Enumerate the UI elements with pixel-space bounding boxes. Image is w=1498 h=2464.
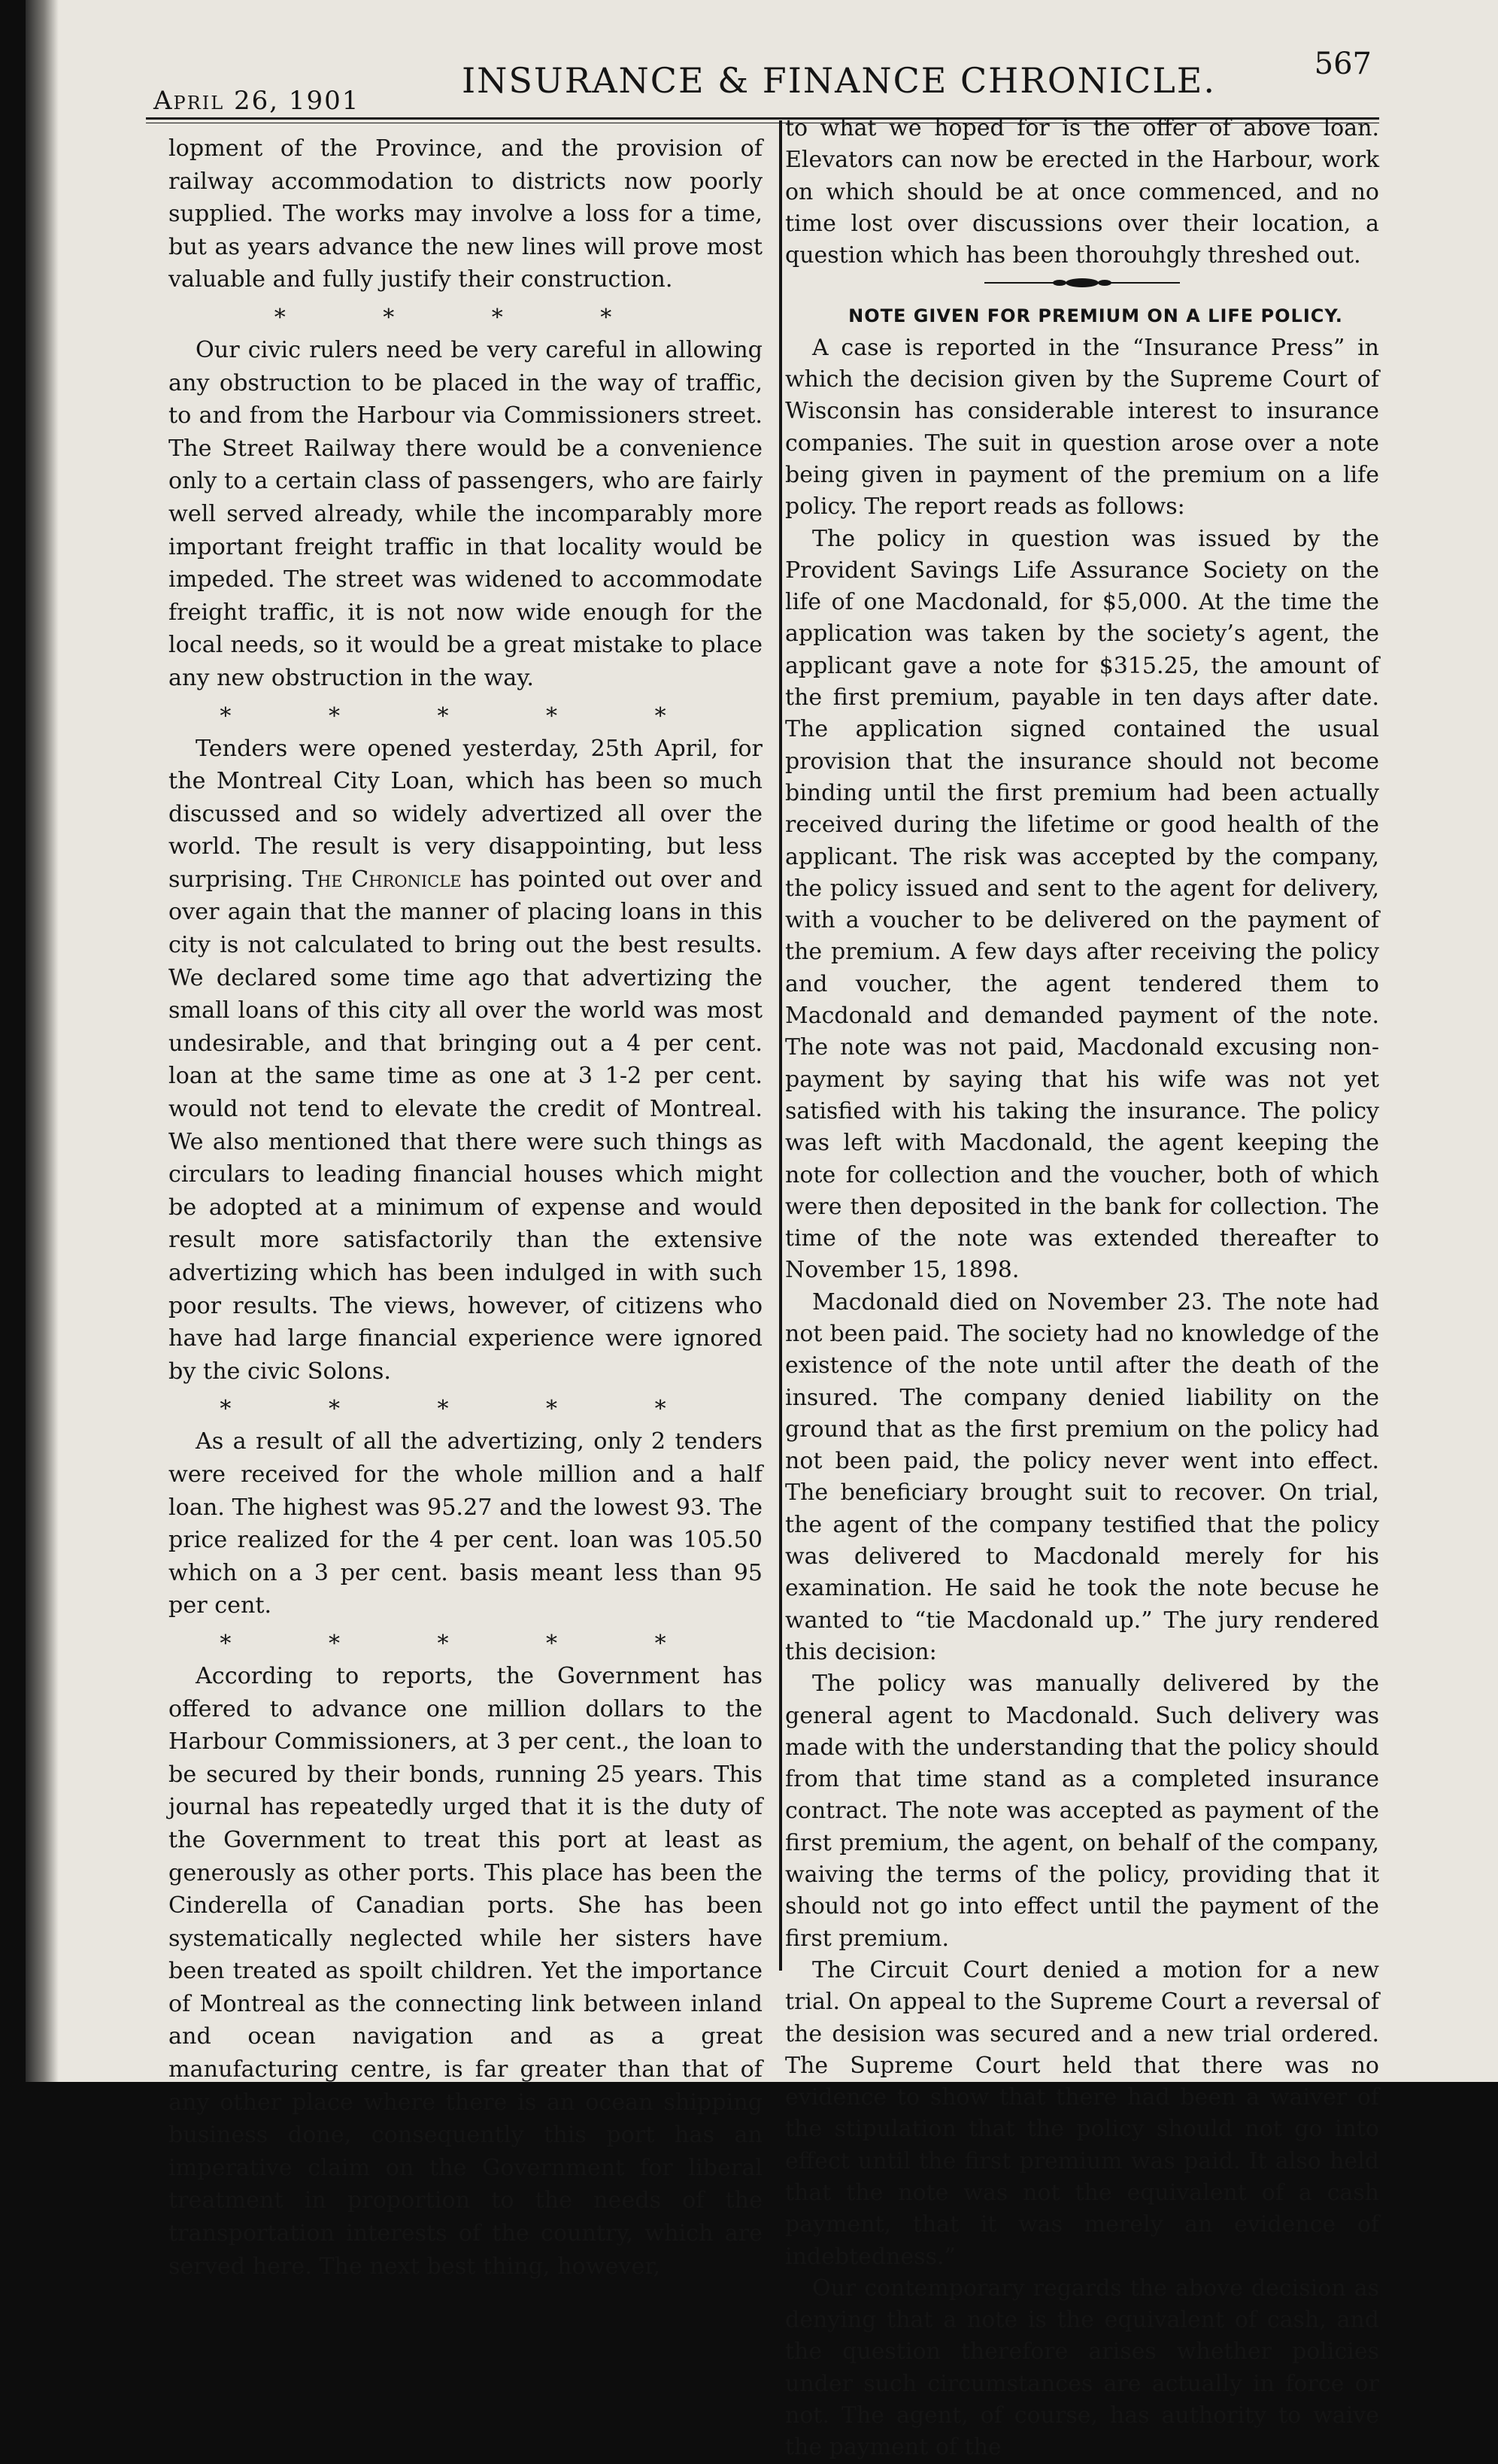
paragraph: The policy in question was issued by the Provident Savings Life Assurance Society on the life of one Macdonald, for $5,000. At the time the application was taken by the society’s agent, the applicant gave a note for $315.25, the amount of the first premium, payable in ten days after date. The application signed contained the usual provision that the insurance should not become binding until the first premium had been actually received during the lifetime or good health of the applicant. The risk was accepted by the company, the policy issued and sent to the agent for delivery, with a voucher to be delivered on the payment of the premium. A few days after receiving the policy and voucher, the agent tendered them to Macdonald and demanded payment of the note. The note was not paid, Macdonald excusing non-payment by saying that his wife was not yet satisfied with his taking the insurance. The policy was left with Macdonald, the agent keeping the note for collection and the voucher, both of which were then deposited in the bank for collection. The time of the note was extended thereafter to November 15, 1898. — [785, 525, 1379, 1284]
page-header — [116, 45, 1387, 116]
paragraph: According to reports, the Government has offered to advance one million dollars to the Harbour Commissioners, at 3 per cent., the loan to be secured by their bonds, running 25 years. This journal has repeatedly urged that it is the duty of the Government to treat this port at least as generously as other ports. This place has been the Cinderella of Canadian ports. She has been systematically neglected while her sisters have been treated as spoilt children. Yet the importance of Montreal as the connecting link between inland and ocean navigation and as a great manufacturing centre, is far greater than that of any other place where there is an ocean shipping business done, consequently this port has an imperative claim on the Government for liberal treatment in proportion to the needs of the transportation interests of the country, which are served here. The next best thing, however, — [168, 1662, 763, 2280]
page-number: 567 — [1314, 47, 1372, 81]
paragraph: Our contemporary regards the above decision as denying that a note is the equivalent of cash, and the question therefore arises whether policies under such circumstances are actually in force or not. The agent, of course, has authority to waive the payment of the — [785, 2274, 1379, 2461]
paragraph — [168, 733, 763, 1388]
chronicle-name: The Chronicle — [302, 866, 462, 893]
paragraph-text: has pointed out over and over again that the manner of placing loans in this city is not calculated to bring out the best results. We declared some time ago that advertizing the small loans of this city all over the world was most undesirable, and that bringing out a 4 per cent. loan at the same time as one at 3 1-2 per cent. would not tend to elevate the credit of Montreal. We also mentioned that there were such things as circulars to leading financial houses which might be adopted at a minimum of expense and would result more satisfactorily than the extensive advertizing which has been indulged in with such poor results. The views, however, of citizens who have had large financial experience were ignored by the civic Solons. — [168, 866, 763, 1385]
left-column — [168, 132, 763, 2283]
issue-date: April 26, 1901 — [153, 86, 360, 116]
publication-title: INSURANCE & FINANCE CHRONICLE. — [462, 60, 1216, 101]
paragraph: to what we hoped for is the offer of above loan. Elevators can now be erected in the Harbour, work on which should be at once commenced, and no time lost over discussions over their location, a question which has been thorouhgly threshed out. — [785, 115, 1379, 269]
ornament-divider — [984, 278, 1180, 288]
paragraph: A case is reported in the “Insurance Press” in which the decision given by the Supreme Court of Wisconsin has considerable interest to insurance companies. The suit in question arose over a note being given in payment of the premium on a life policy. The report reads as follows: — [785, 334, 1379, 520]
quoted-paragraph: The Circuit Court denied a motion for a new trial. On appeal to the Supreme Court a reversal of the desision was secured and a new trial ordered. The Supreme Court held that there was no evidence to show that there had been a waiver of the stipulation that the policy should not go into effect until the first premium was paid. It also held that the note was not the equivalent of a cash payment, that it was merely an evidence of indebtedness.” — [785, 1956, 1379, 2270]
section-separator-stars: * * * * * — [220, 702, 711, 730]
right-column — [785, 113, 1379, 2464]
section-separator-stars: * * * * * — [220, 1630, 711, 1657]
paragraph-text: Tenders were opened yesterday, 25th April, for the Montreal City Loan, which has been so much discussed and so widely advertized all over the world. The result is very disappointing, but less surprising. — [168, 735, 763, 893]
column-divider — [779, 120, 782, 1971]
newspaper-page — [26, 0, 1498, 2461]
article-heading: NOTE GIVEN FOR PREMIUM ON A LIFE POLICY. — [848, 305, 1343, 327]
paragraph: As a result of all the advertizing, only 2 tenders were received for the whole million and a half loan. The highest was 95.27 and the lowest 93. The price realized for the 4 per cent. loan was 105.50 which on a 3 per cent. basis meant less than 95 per cent. — [168, 1428, 763, 1619]
section-separator-stars: * * * * * — [220, 1396, 711, 1423]
paragraph: Macdonald died on November 23. The note had not been paid. The society had no knowledge of the existence of the note until after the death of the insured. The company denied liability on the ground that as the first premium on the policy had not been paid, the policy never went into effect. The beneficiary brought suit to recover. On trial, the agent of the company testified that the policy was delivered to Macdonald merely for his examination. He said he took the note becuse he wanted to “tie Macdonald up.” The jury rendered this decision: — [785, 1288, 1379, 1665]
section-separator-stars: * * * * — [274, 304, 657, 331]
paragraph: Our civic rulers need be very careful in allowing any obstruction to be placed in the way of traffic, to and from the Harbour via Commissioners street. The Street Railway there would be a convenience only to a certain class of passengers, who are fairly well served already, while the incomparably more important freight traffic in that locality would be impeded. The street was widened to accommodate freight traffic, it is not now wide enough for the local needs, so it would be a great mistake to place any new obstruction in the way. — [168, 336, 763, 691]
paragraph: lopment of the Province, and the provision of railway accommodation to districts now poorly supplied. The works may involve a loss for a time, but as years advance the new lines will prove most valuable and fully justify their construction. — [168, 135, 763, 293]
quoted-paragraph: The policy was manually delivered by the general agent to Macdonald. Such delivery was made with the understanding that the policy should from that time stand as a completed insurance contract. The note was accepted as payment of the first premium, the agent, on behalf of the company, waiving the terms of the policy, providing that it should not go into effect until the payment of the first premium. — [785, 1670, 1379, 1952]
